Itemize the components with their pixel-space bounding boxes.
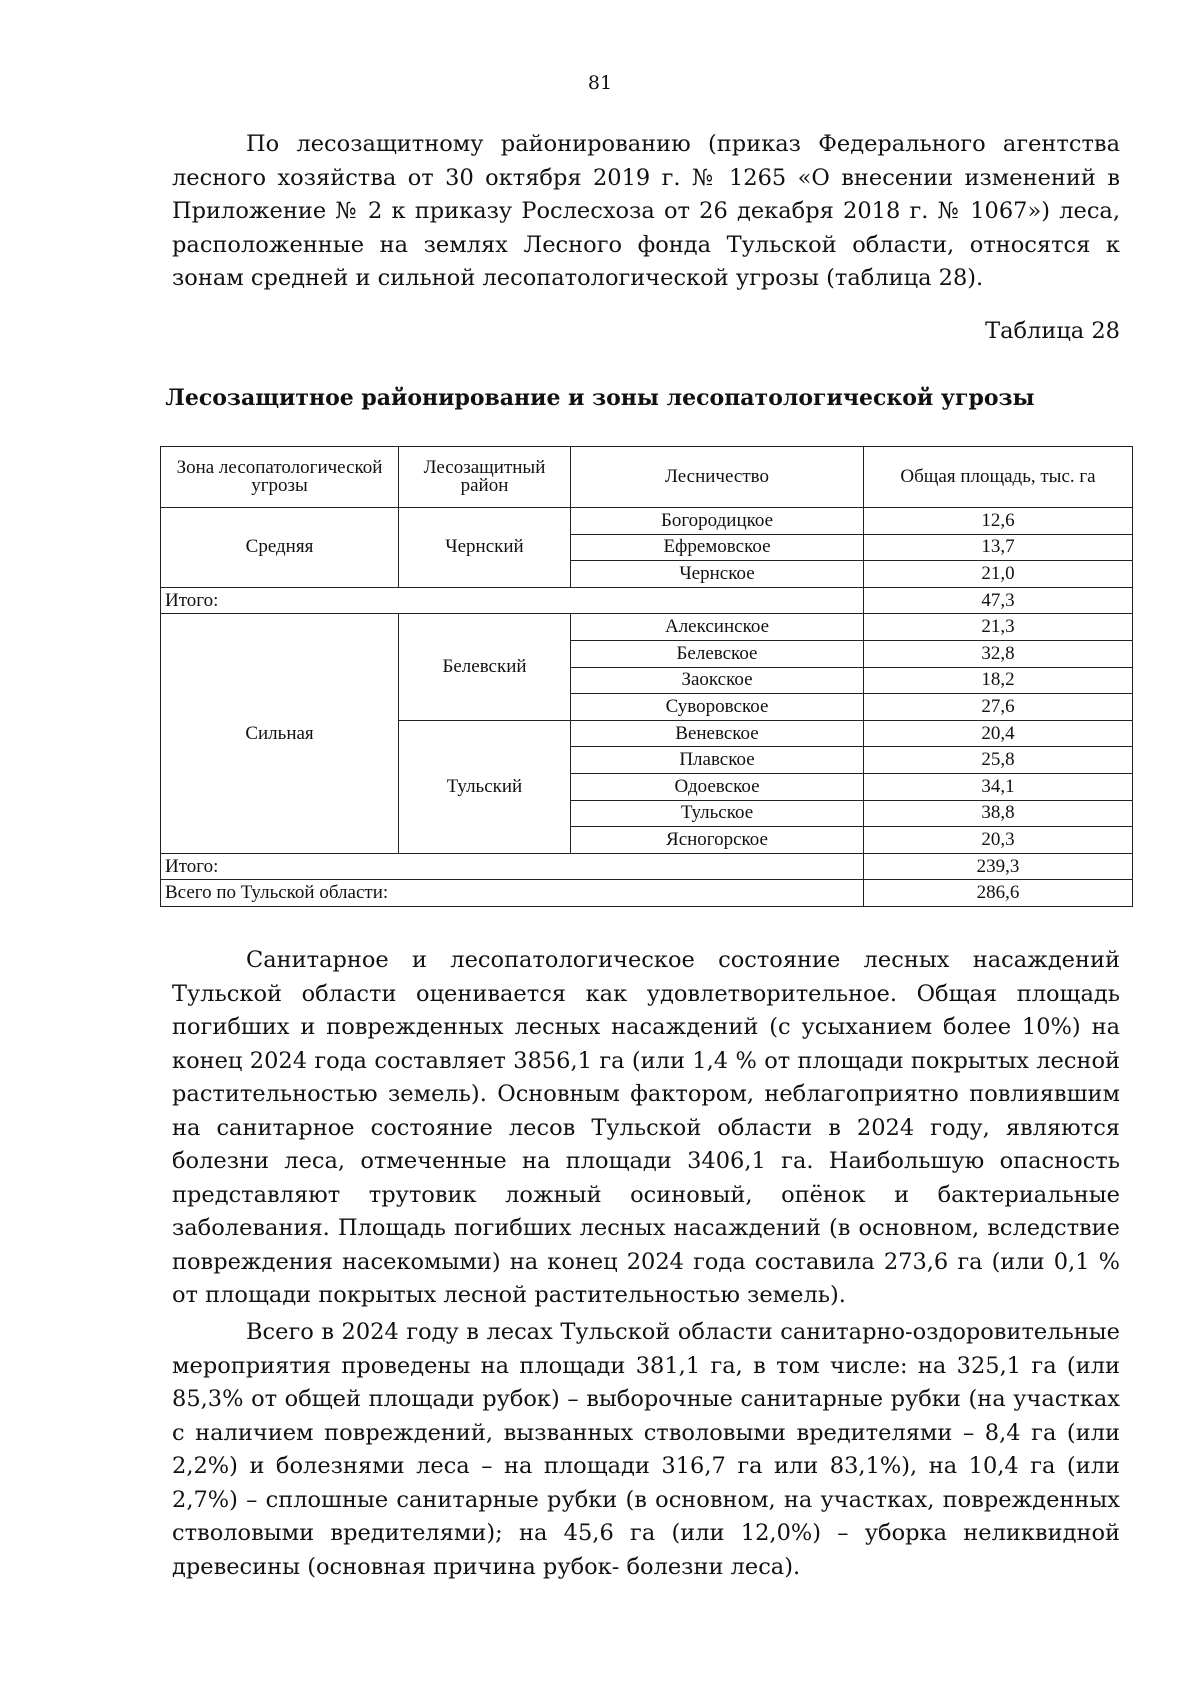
- table-number: Таблица 28: [985, 318, 1120, 344]
- table-row: [161, 614, 1133, 641]
- page-number: 81: [587, 72, 613, 94]
- total-label: Всего по Тульской области:: [161, 880, 864, 907]
- subtotal-row: [161, 853, 1133, 880]
- area-cell: 27,6: [864, 694, 1133, 721]
- forestry-cell: Суворовское: [571, 694, 864, 721]
- header-area: Общая площадь, тыс. га: [864, 447, 1133, 508]
- zone-cell-strong: Сильная: [161, 614, 399, 853]
- district-cell-tulsky: Тульский: [399, 720, 571, 853]
- table-row: [161, 508, 1133, 535]
- total-row: [161, 880, 1133, 907]
- zone-cell-medium: Средняя: [161, 508, 399, 588]
- area-cell: 21,0: [864, 561, 1133, 588]
- area-cell: 32,8: [864, 640, 1133, 667]
- header-district: Лесозащитный район: [399, 447, 571, 508]
- forestry-cell: Алексинское: [571, 614, 864, 641]
- area-cell: 25,8: [864, 747, 1133, 774]
- intro-paragraph: По лесозащитному районированию (приказ Федерального агентства лесного хозяйства от 30 октября 2019 г. № 1265 «О внесении изменений в Приложение № 2 к приказу Рослесхоза от 26 декабря 2018 г. № 1067») леса, расположенные на землях Лесного фонда Тульской области, относятся к зонам средней и сильной лесопатологической угрозы (таблица 28).: [172, 131, 1120, 291]
- sanitary-state-paragraph: Санитарное и лесопатологическое состояние лесных насаждений Тульской области оценивается как удовлетворительное. Общая площадь погибших и поврежденных лесных насаждений (с усыханием более 10%) на конец 2024 года составляет 3856,1 га (или 1,4 % от площади покрытых лесной растительностью земель). Основным фактором, неблагоприятно повлиявшим на санитарное состояние лесов Тульской области в 2024 году, являются болезни леса, отмеченные на площади 3406,1 га. Наибольшую опасность представляют трутовик ложный осиновый, опёнок и бактериальные заболевания. Площадь погибших лесных насаждений (в основном, вследствие повреждения насекомыми) на конец 2024 года составила 273,6 га (или 0,1 % от площади покрытых лесной растительностью земель).: [172, 947, 1120, 1308]
- subtotal-value: 239,3: [864, 853, 1133, 880]
- forestry-cell: Чернское: [571, 561, 864, 588]
- district-cell-belevsky: Белевский: [399, 614, 571, 720]
- area-cell: 20,4: [864, 720, 1133, 747]
- table-header-row: [161, 447, 1133, 508]
- forestry-cell: Ясногорское: [571, 827, 864, 854]
- subtotal-row: [161, 587, 1133, 614]
- forest-protection-table: [160, 446, 1133, 907]
- forestry-cell: Белевское: [571, 640, 864, 667]
- forestry-cell: Веневское: [571, 720, 864, 747]
- area-cell: 20,3: [864, 827, 1133, 854]
- area-cell: 13,7: [864, 534, 1133, 561]
- area-cell: 34,1: [864, 773, 1133, 800]
- forestry-cell: Тульское: [571, 800, 864, 827]
- subtotal-value: 47,3: [864, 587, 1133, 614]
- area-cell: 38,8: [864, 800, 1133, 827]
- forestry-cell: Заокское: [571, 667, 864, 694]
- area-cell: 12,6: [864, 508, 1133, 535]
- forestry-cell: Плавское: [571, 747, 864, 774]
- measures-paragraph: Всего в 2024 году в лесах Тульской области санитарно-оздоровительные мероприятия проведены на площади 381,1 га, в том числе: на 325,1 га (или 85,3% от общей площади рубок) – выборочные санитарные рубки (на участках с наличием повреждений, вызванных стволовыми вредителями – 8,4 га (или 2,2%) и болезнями леса – на площади 316,7 га или 83,1%), на 10,4 га (или 2,7%) – сплошные санитарные рубки (в основном, на участках, поврежденных стволовыми вредителями); на 45,6 га (или 12,0%) – уборка неликвидной древесины (основная причина рубок- болезни леса).: [172, 1319, 1120, 1580]
- forestry-cell: Богородицкое: [571, 508, 864, 535]
- header-zone: Зона лесопатологической угрозы: [161, 447, 399, 508]
- forestry-cell: Ефремовское: [571, 534, 864, 561]
- table-title: Лесозащитное районирование и зоны лесопатологической угрозы: [165, 385, 1035, 411]
- area-cell: 18,2: [864, 667, 1133, 694]
- subtotal-label: Итого:: [161, 587, 864, 614]
- district-cell-chernsky: Чернский: [399, 508, 571, 588]
- header-forestry: Лесничество: [571, 447, 864, 508]
- total-value: 286,6: [864, 880, 1133, 907]
- subtotal-label: Итого:: [161, 853, 864, 880]
- forestry-cell: Одоевское: [571, 773, 864, 800]
- area-cell: 21,3: [864, 614, 1133, 641]
